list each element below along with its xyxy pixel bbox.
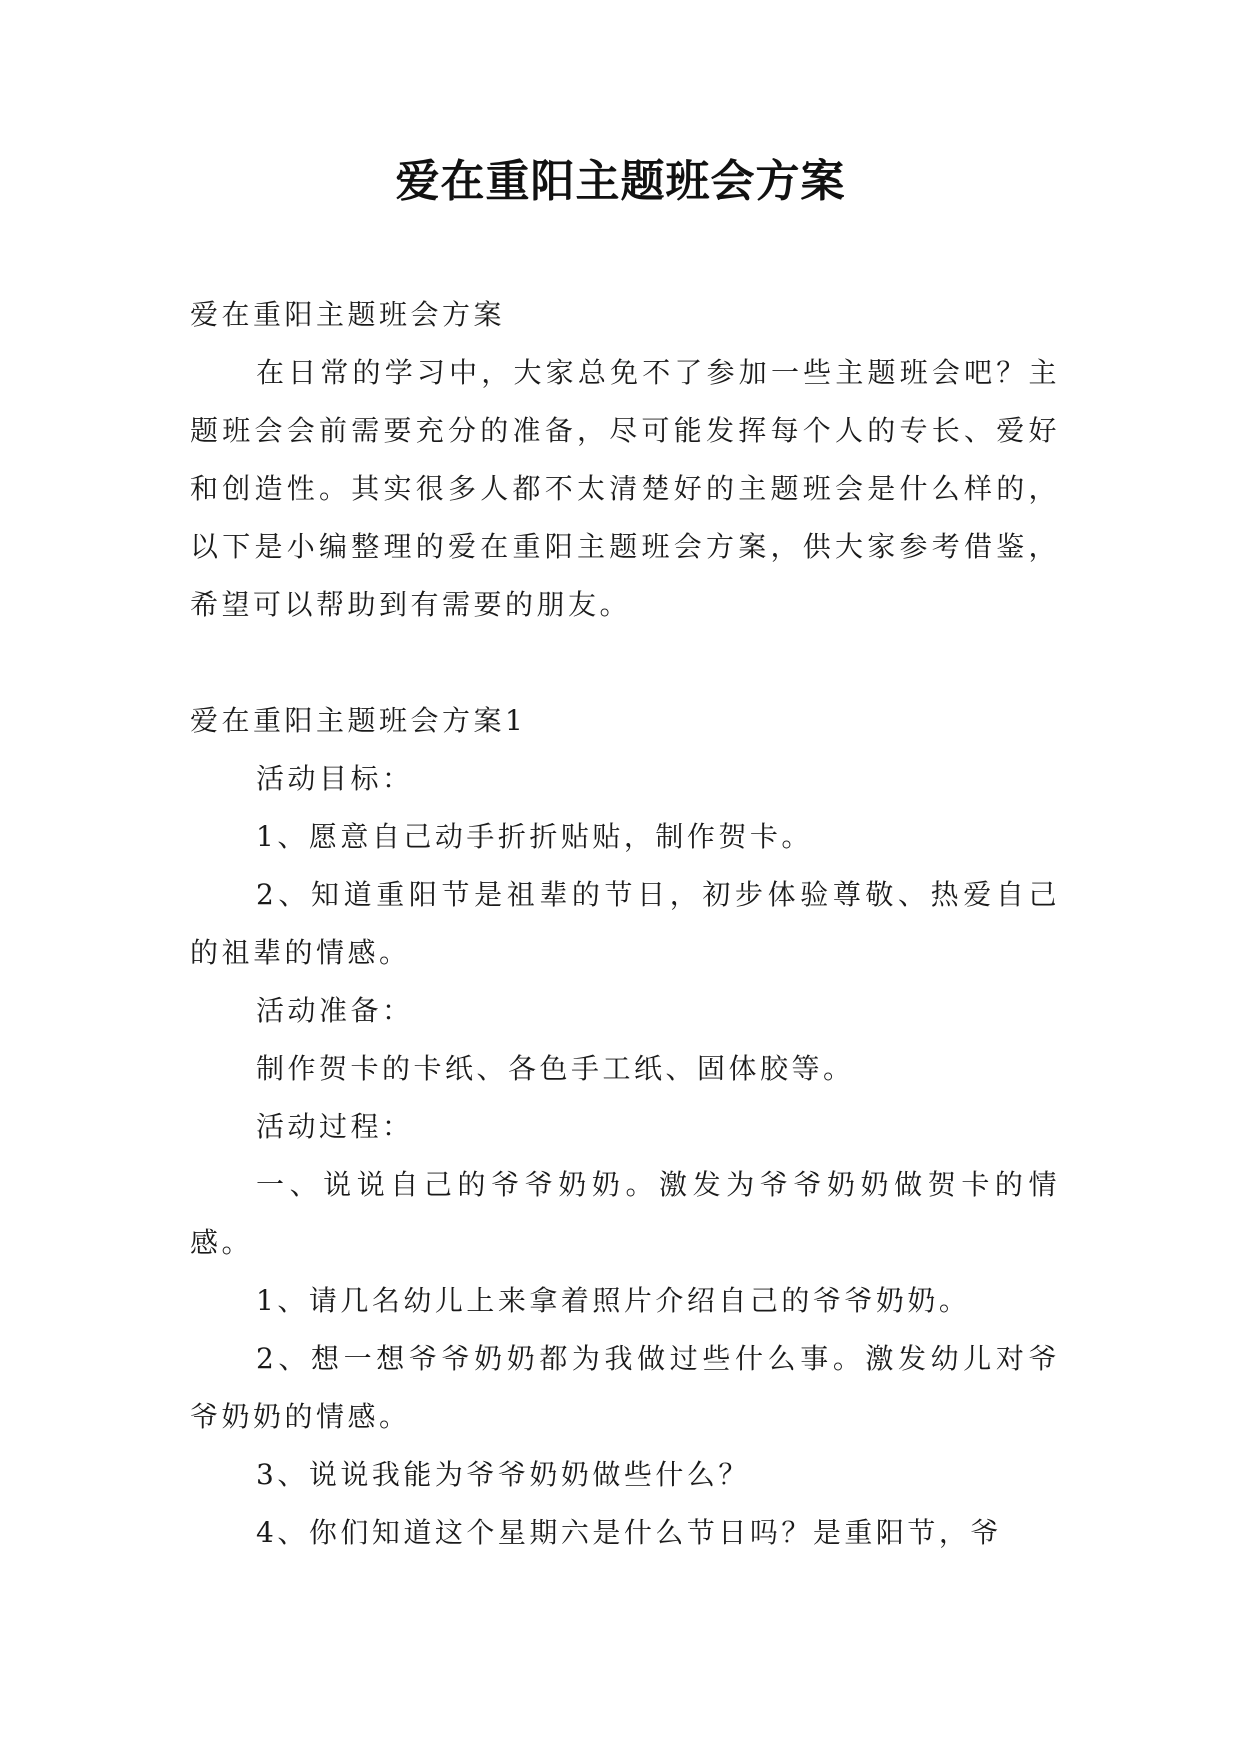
paragraph: 2、知道重阳节是祖辈的节日，初步体验尊敬、热爱自己的祖辈的情感。 <box>190 878 1060 969</box>
paragraph: 活动准备： <box>256 994 414 1027</box>
paragraph: 3、说说我能为爷爷奶奶做些什么？ <box>256 1458 750 1491</box>
paragraph: 活动目标： <box>256 762 414 795</box>
paragraph: 活动过程： <box>256 1110 414 1143</box>
section-heading: 爱在重阳主题班会方案1 <box>190 704 527 737</box>
paragraph: 1、愿意自己动手折折贴贴，制作贺卡。 <box>256 820 813 853</box>
paragraph: 1、请几名幼儿上来拿着照片介绍自己的爷爷奶奶。 <box>256 1284 971 1317</box>
document-body <box>190 286 1060 1562</box>
document-title: 爱在重阳主题班会方案 <box>395 156 846 207</box>
subtitle: 爱在重阳主题班会方案 <box>190 298 506 331</box>
paragraph: 一、说说自己的爷爷奶奶。激发为爷爷奶奶做贺卡的情感。 <box>190 1168 1060 1259</box>
paragraph: 2、想一想爷爷奶奶都为我做过些什么事。激发幼儿对爷爷奶奶的情感。 <box>190 1342 1060 1433</box>
paragraph: 4、你们知道这个星期六是什么节日吗？是重阳节，爷 <box>256 1516 1002 1549</box>
section-spacer <box>190 634 1060 692</box>
intro-paragraph: 在日常的学习中，大家总免不了参加一些主题班会吧？主题班会会前需要充分的准备，尽可能发挥每个人的专长、爱好和创造性。其实很多人都不太清楚好的主题班会是什么样的，以下是小编整理的爱在重阳主题班会方案，供大家参考借鉴，希望可以帮助到有需要的朋友。 <box>190 356 1060 621</box>
paragraph: 制作贺卡的卡纸、各色手工纸、固体胶等。 <box>256 1052 855 1085</box>
